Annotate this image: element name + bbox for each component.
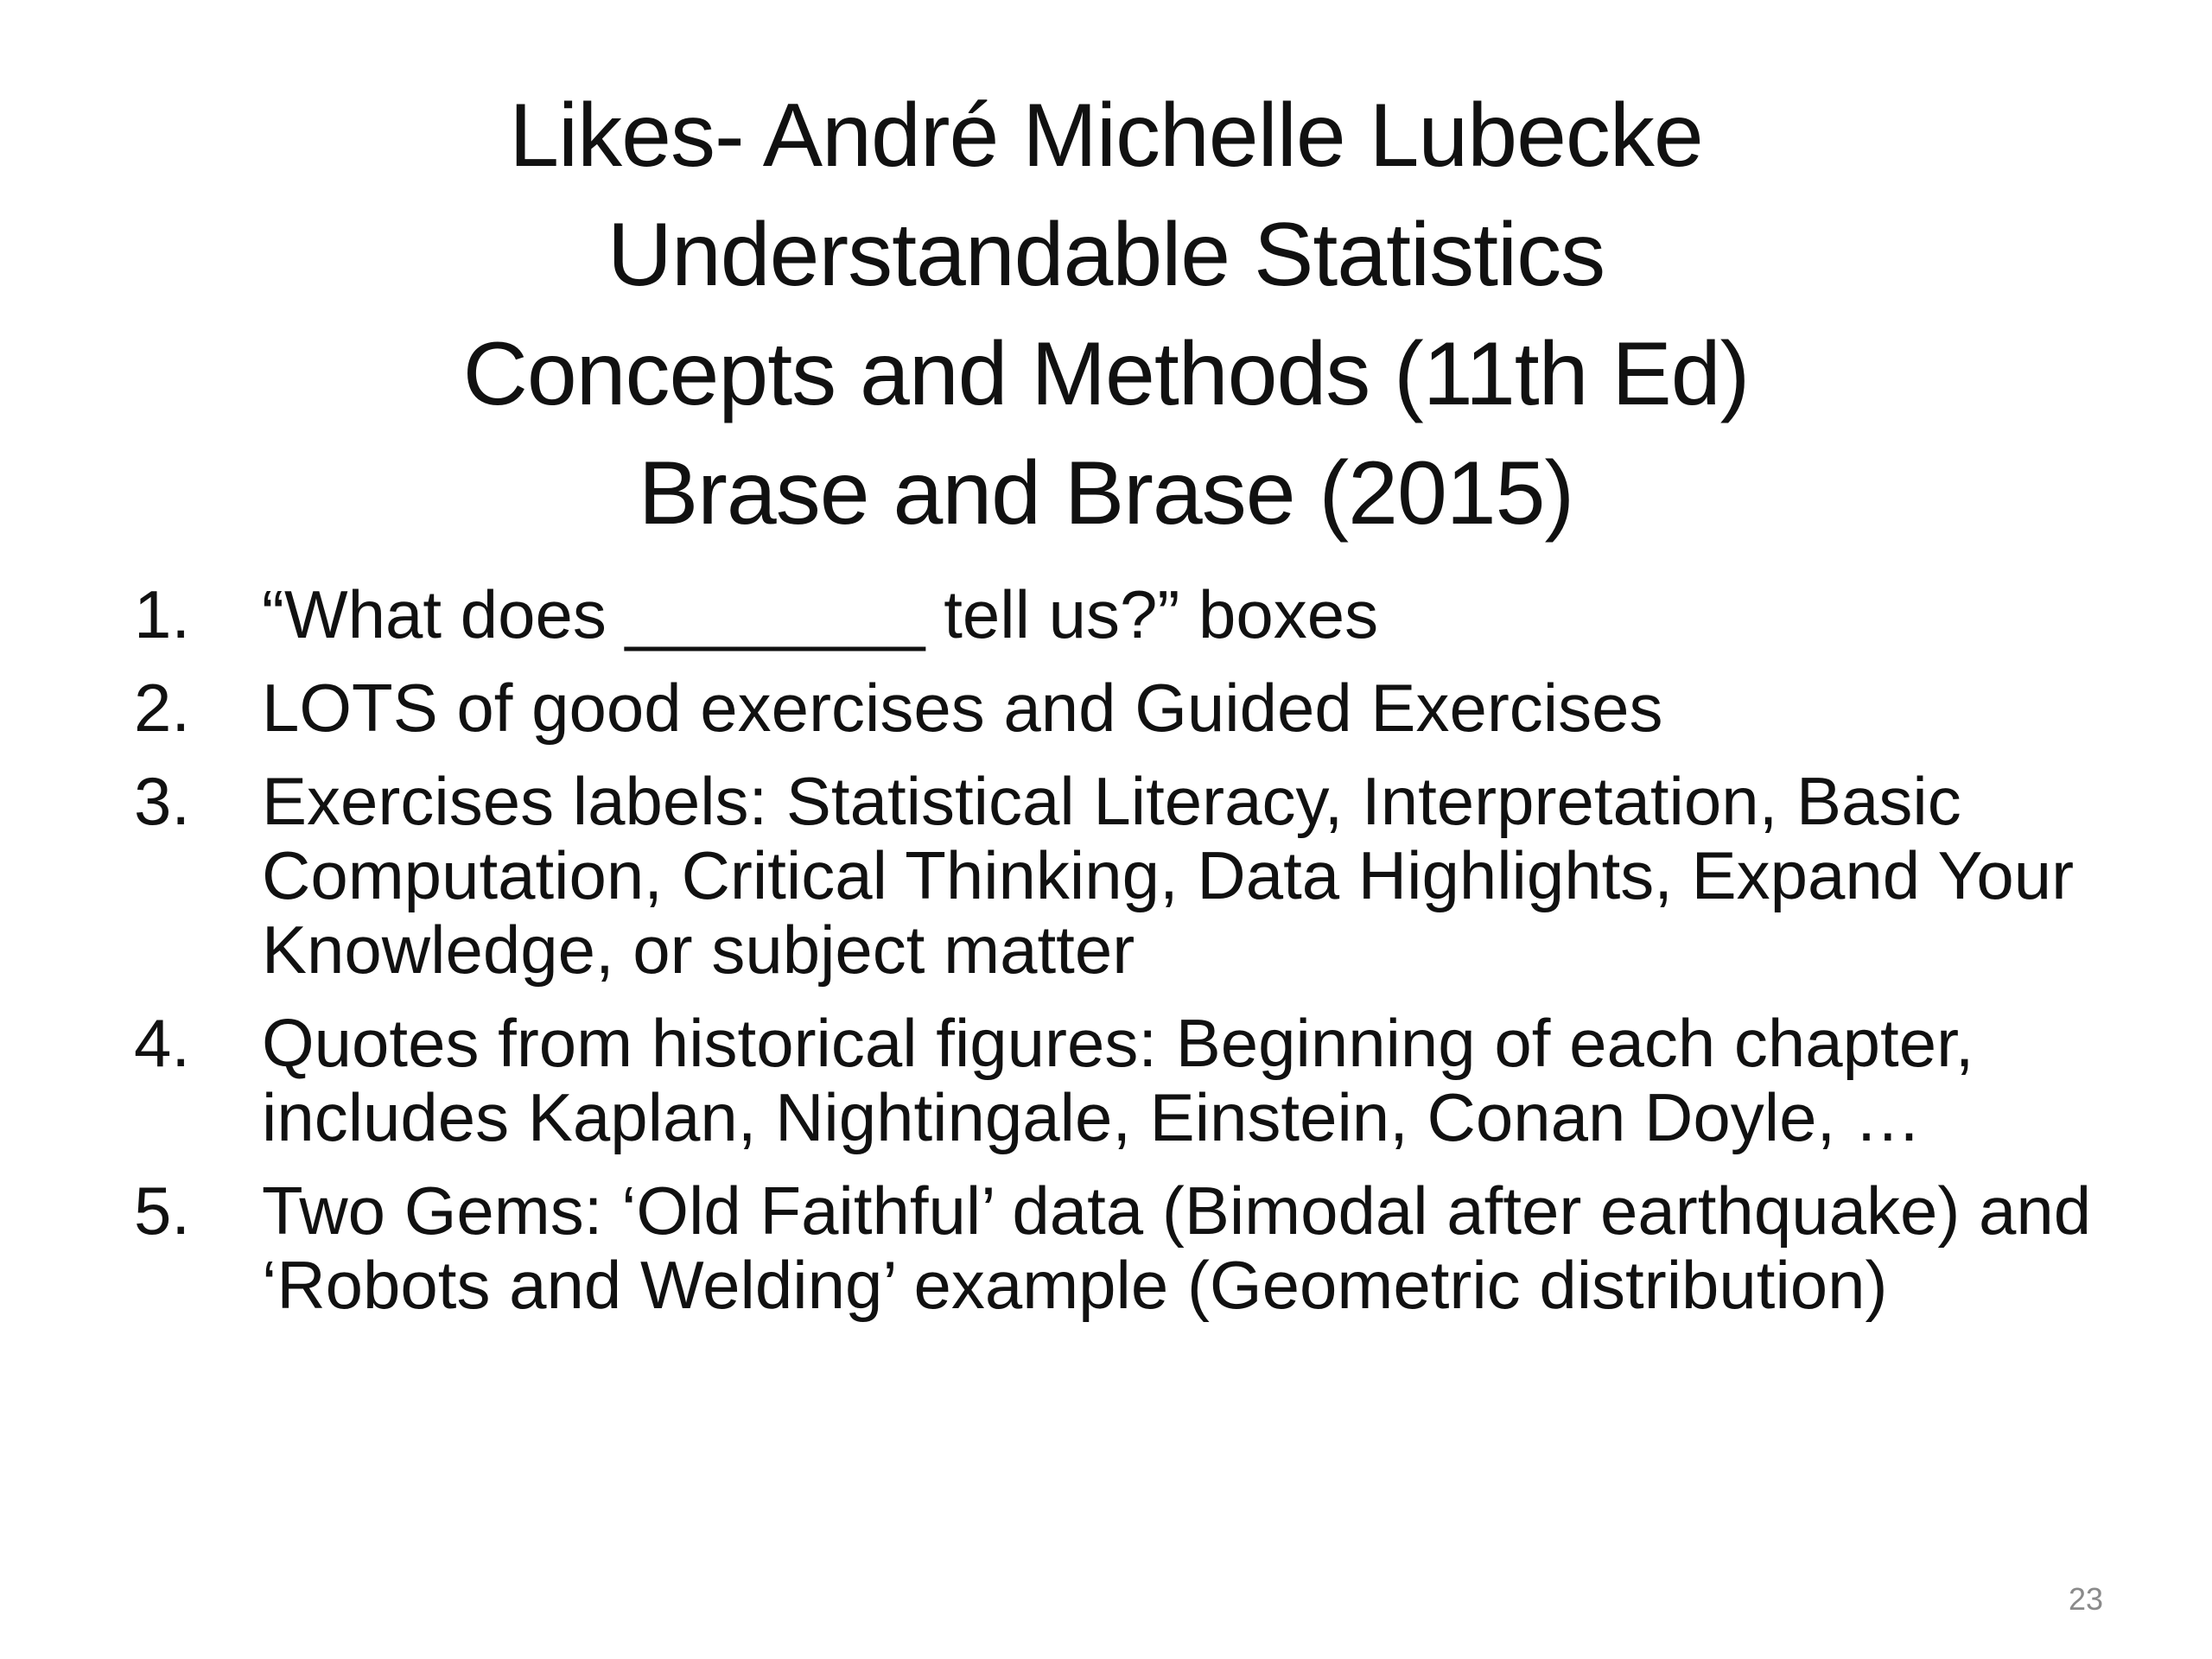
list-item bbox=[134, 1006, 2121, 1154]
list-item-number: 1. bbox=[134, 576, 191, 652]
list-item-text: LOTS of good exercises and Guided Exercises bbox=[262, 670, 1663, 746]
list-item bbox=[134, 577, 2121, 652]
list-item-number: 5. bbox=[134, 1173, 191, 1249]
title-line-1: Likes- André Michelle Lubecke bbox=[509, 86, 1703, 186]
list-item-text: “What does ________ tell us?” boxes bbox=[262, 576, 1379, 652]
title-line-4: Brase and Brase (2015) bbox=[638, 443, 1574, 543]
list-item-text: Two Gems: ‘Old Faithful’ data (Bimodal after earthquake) and ‘Robots and Welding’ example (Geometric distribution) bbox=[262, 1173, 2092, 1323]
numbered-list bbox=[134, 577, 2121, 1341]
list-item bbox=[134, 671, 2121, 745]
list-item bbox=[134, 1173, 2121, 1322]
list-item bbox=[134, 764, 2121, 987]
page-number: 23 bbox=[2068, 1581, 2103, 1617]
title-line-3: Concepts and Methods (11th Ed) bbox=[462, 324, 1750, 424]
list-item-number: 4. bbox=[134, 1005, 191, 1081]
list-item-number: 2. bbox=[134, 670, 191, 746]
list-item-text: Exercises labels: Statistical Literacy, Interpretation, Basic Computation, Critical Thinking, Data Highlights, Expand Your Knowledge, or subject matter bbox=[262, 763, 2075, 988]
slide-title bbox=[0, 76, 2212, 553]
title-line-2: Understandable Statistics bbox=[607, 205, 1605, 305]
list-item-number: 3. bbox=[134, 763, 191, 839]
list-item-text: Quotes from historical figures: Beginning of each chapter, includes Kaplan, Nightingale, Einstein, Conan Doyle, … bbox=[262, 1005, 1974, 1155]
